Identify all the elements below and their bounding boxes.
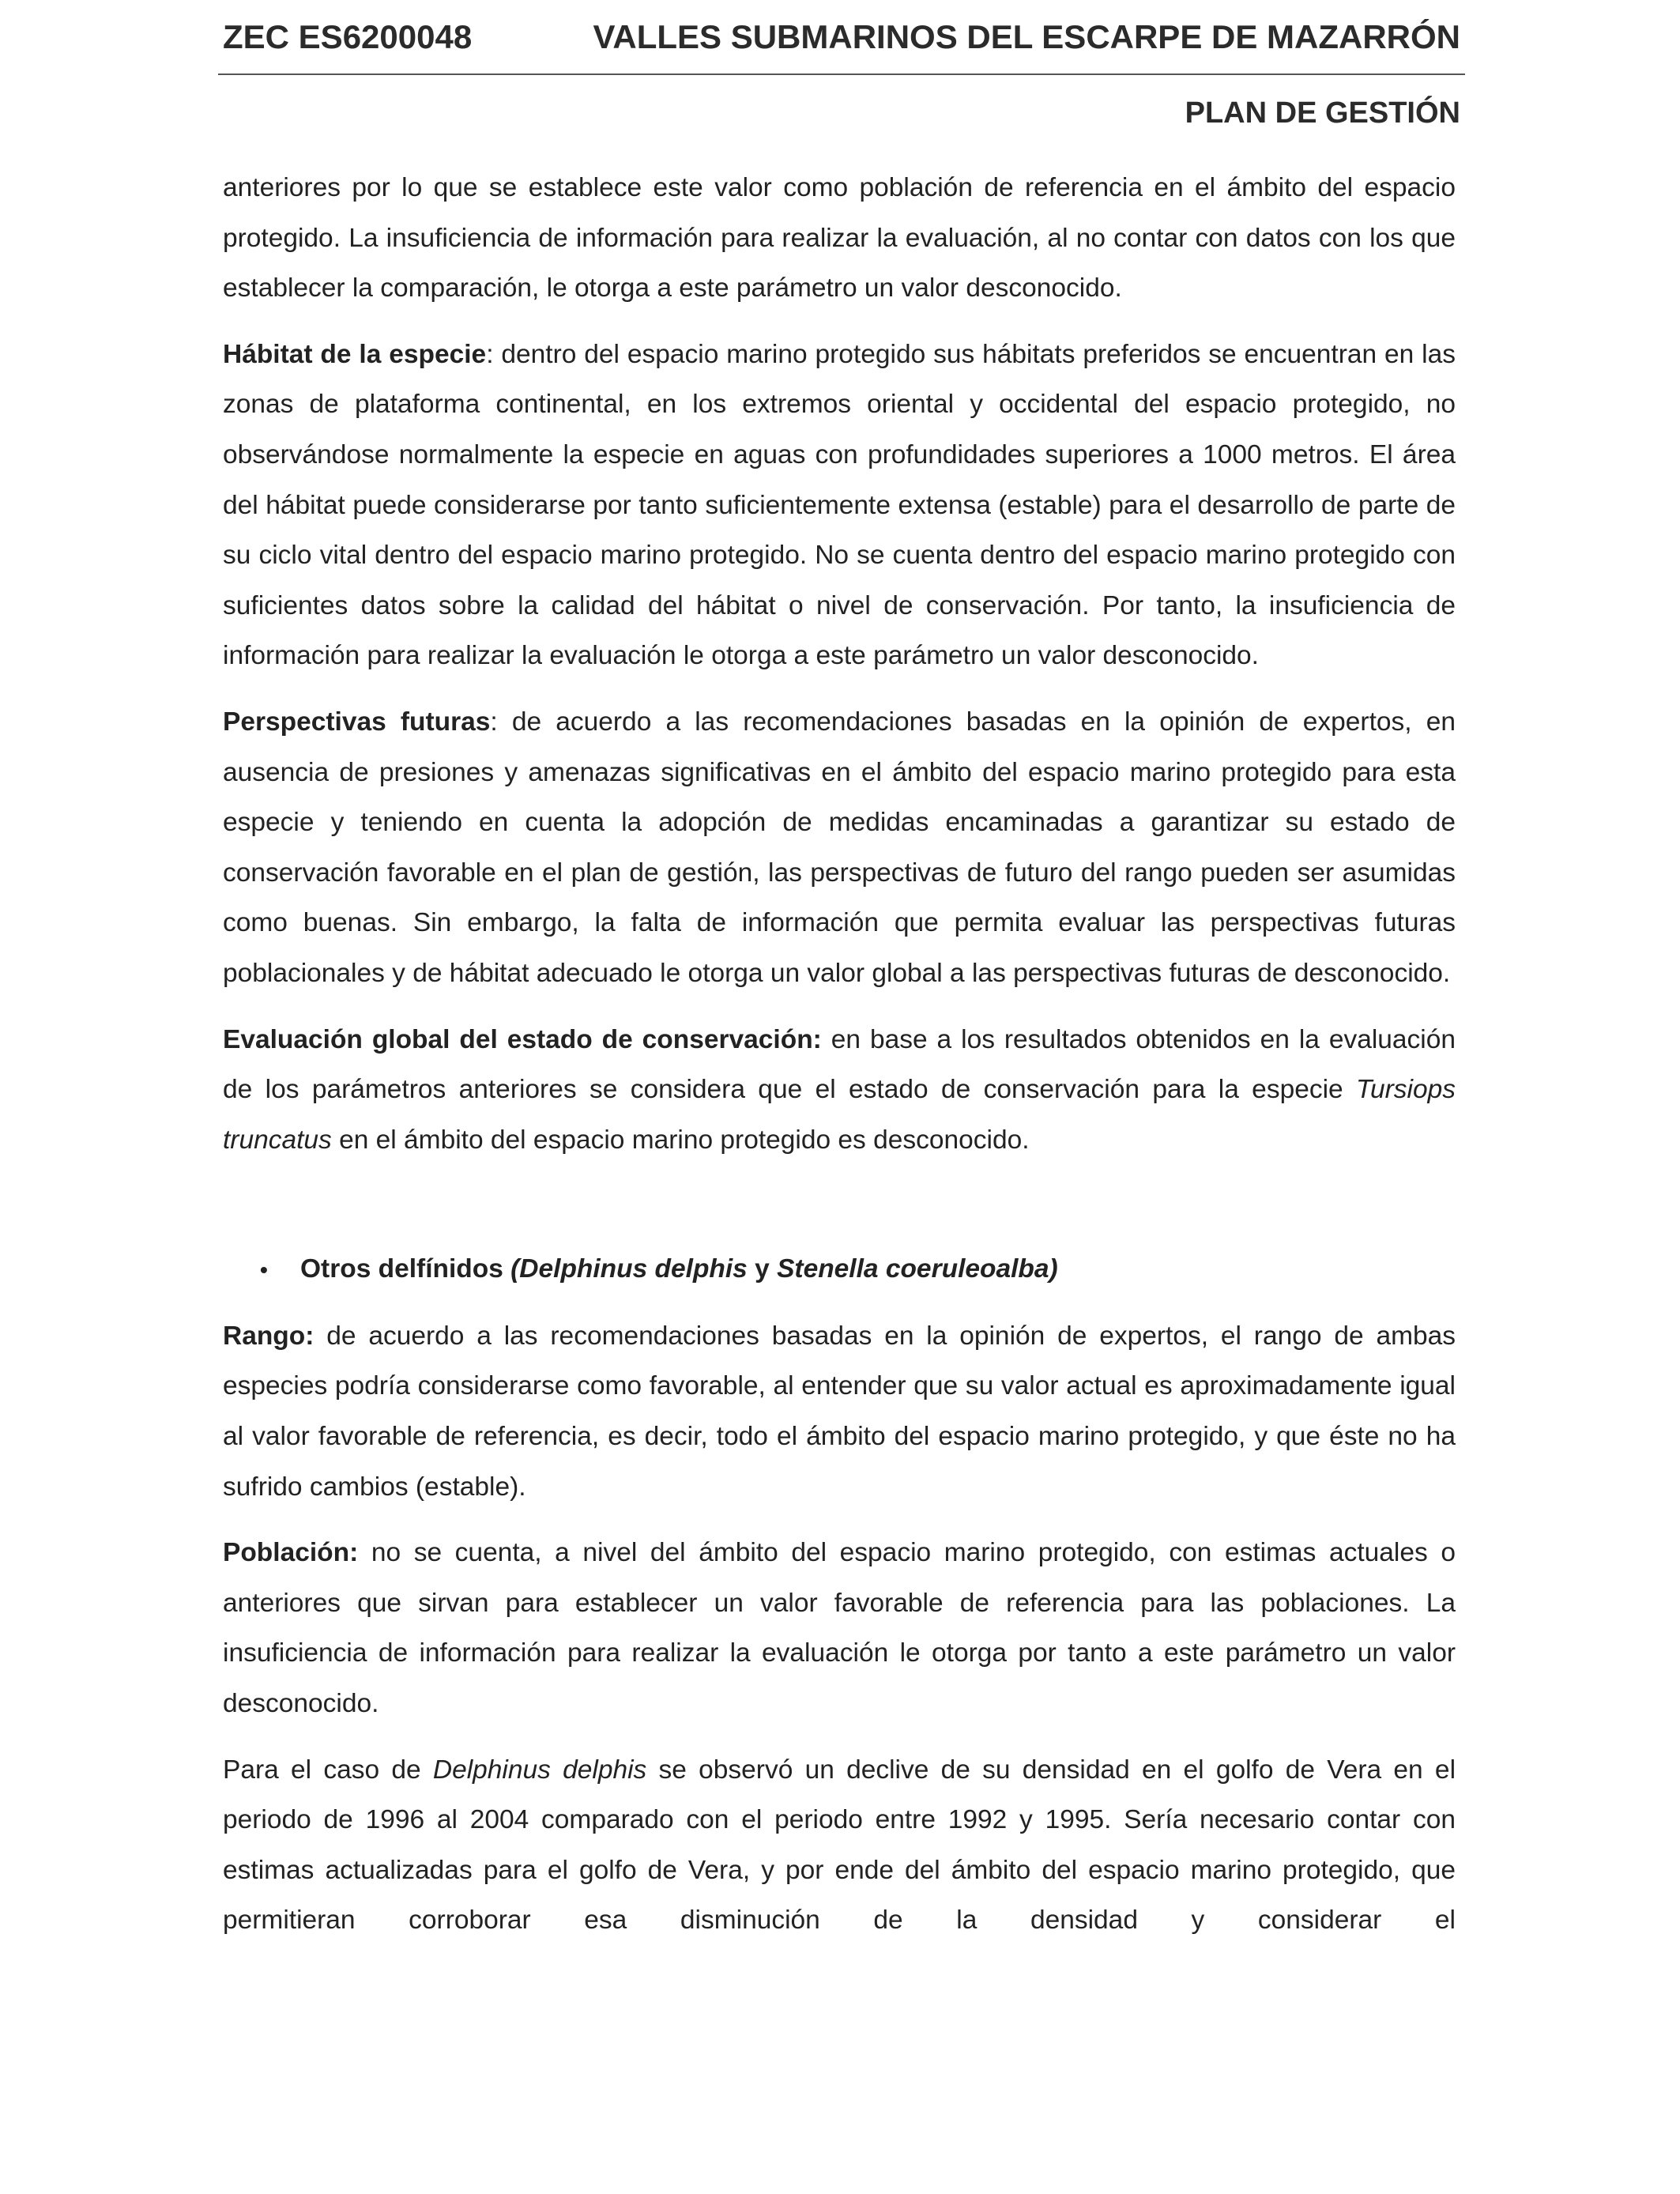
- header-title-row: [223, 9, 1460, 65]
- paragraph-text: en base a los resultados obtenidos en la evaluación de los parámetros anteriores se considera que el estado de conservación para la especie: [223, 1024, 1456, 1105]
- paragraph-habitat: [223, 330, 1456, 681]
- paragraph-text: no se cuenta, a nivel del ámbito del espacio marino protegido, con estimas actuales o anteriores que sirvan para establecer un valor favorable de referencia para las poblaciones. La insuficiencia de información para realizar la evaluación le otorga por tanto a este parámetro un valor desconocido.: [223, 1538, 1456, 1719]
- paragraph-label: Rango:: [223, 1321, 315, 1351]
- section-bullet-other-dolphins: [223, 1244, 1456, 1295]
- paragraph-population: [223, 1528, 1456, 1728]
- paragraph-population-continued: [223, 163, 1456, 314]
- paragraph-label: Perspectivas futuras: [223, 707, 491, 737]
- site-name: VALLES SUBMARINOS DEL ESCARPE DE MAZARRÓN: [593, 18, 1460, 55]
- paragraph-text: : de acuerdo a las recomendaciones basadas en la opinión de expertos, en ausencia de presiones y amenazas significativas en el ámbito del espacio marino protegido para esta especie y teniendo en cuenta la adopción de medidas encaminadas a garantizar su estado de conservación favorable en el plan de gestión, las perspectivas de futuro del rango pueden ser asumidas como buenas. Sin embargo, la falta de información que permita evaluar las perspectivas futuras poblacionales y de hábitat adecuado le otorga un valor global a las perspectivas futuras de desconocido.: [223, 707, 1456, 988]
- header-divider: [218, 74, 1465, 75]
- bullet-text: y: [747, 1254, 778, 1284]
- paragraph-delphinus-case: [223, 1745, 1456, 1946]
- site-code: ZEC ES6200048: [223, 18, 473, 55]
- page-header: [223, 9, 1460, 130]
- paragraph-text: en el ámbito del espacio marino protegido es desconocido.: [331, 1125, 1030, 1155]
- bullet-text: Otros delfínidos: [300, 1254, 511, 1284]
- species-name: (Delphinus delphis: [510, 1254, 748, 1284]
- paragraph-future-prospects: [223, 697, 1456, 999]
- paragraph-text: anteriores por lo que se establece este valor como población de referencia en el ámbito del espacio protegido. La insuficiencia de información para realizar la evaluación, al no contar con datos con los que establecer la comparación, le otorga a este parámetro un valor desconocido.: [223, 173, 1456, 303]
- bullet-heading: [300, 1244, 1058, 1295]
- paragraph-label: Evaluación global del estado de conservación:: [223, 1024, 822, 1054]
- species-name: Delphinus delphis: [432, 1755, 647, 1785]
- document-body: [223, 163, 1456, 1962]
- paragraph-global-assessment: [223, 1015, 1456, 1166]
- paragraph-text: Para el caso de: [223, 1755, 433, 1785]
- paragraph-label: Hábitat de la especie: [223, 339, 487, 369]
- species-name: Tursiops truncatus: [223, 1075, 1456, 1155]
- bullet-icon: •: [260, 1257, 268, 1283]
- paragraph-text: : dentro del espacio marino protegido sus hábitats preferidos se encuentran en las zonas de plataforma continental, en los extremos oriental y occidental del espacio protegido, no observándose normalmente la especie en aguas con profundidades superiores a 1000 metros. El área del hábitat puede considerarse por tanto suficientemente extensa (estable) para el desarrollo de parte de su ciclo vital dentro del espacio marino protegido. No se cuenta dentro del espacio marino protegido con suficientes datos sobre la calidad del hábitat o nivel de conservación. Por tanto, la insuficiencia de información para realizar la evaluación le otorga a este parámetro un valor desconocido.: [223, 339, 1456, 671]
- paragraph-range: [223, 1311, 1456, 1512]
- paragraph-label: Población:: [223, 1538, 359, 1568]
- paragraph-text: de acuerdo a las recomendaciones basadas en la opinión de expertos, el rango de ambas especies podría considerarse como favorable, al entender que su valor actual es aproximadamente igual al valor favorable de referencia, es decir, todo el ámbito del espacio marino protegido, y que éste no ha sufrido cambios (estable).: [223, 1321, 1456, 1502]
- paragraph-text: se observó un declive de su densidad en el golfo de Vera en el periodo de 1996 al 2004 comparado con el periodo entre 1992 y 1995. Sería necesario contar con estimas actualizadas para el golfo de Vera, y por ende del ámbito del espacio marino protegido, que permitieran corroborar esa disminución de la densidad y considerar el: [223, 1755, 1456, 1936]
- document-subtitle: PLAN DE GESTIÓN: [1185, 96, 1460, 130]
- species-name: Stenella coeruleoalba): [777, 1254, 1058, 1284]
